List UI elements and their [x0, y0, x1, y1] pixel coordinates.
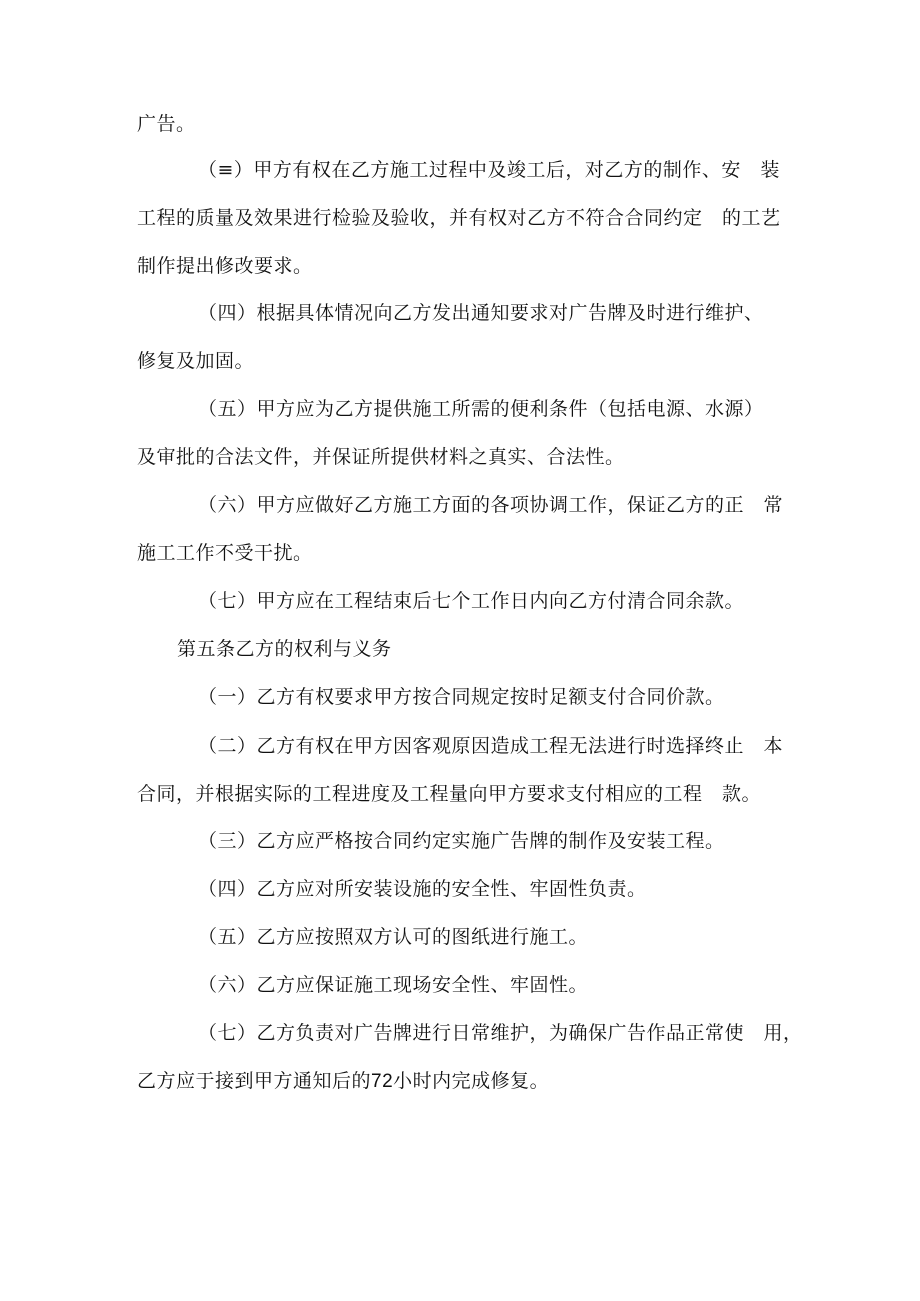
text-line: 制作提出修改要求。 [137, 255, 313, 277]
text-line: （七）甲方应在工程结束后七个工作日内向乙方付清合同余款。 [198, 590, 745, 612]
text-line: （四）乙方应对所安装设施的安全性、牢固性负责。 [198, 878, 647, 900]
text-segment: 乙方应于接到甲方通知后的 [137, 1070, 372, 1092]
text-line: （三）乙方应严格按合同约定实施广告牌的制作及安装工程。 [198, 830, 725, 852]
text-line: （一）乙方有权要求甲方按合同规定按时足额支付合同价款。 [198, 686, 725, 708]
text-line: （五）乙方应按照双方认可的图纸进行施工。 [198, 926, 589, 948]
text-line: 工程的质量及效果进行检验及验收，并有权对乙方不符合合同约定 的工艺 [137, 207, 781, 229]
text-line: （五）甲方应为乙方提供施工所需的便利条件（包括电源、水源） [198, 398, 764, 420]
text-line: （六）甲方应做好乙方施工方面的各项协调工作，保证乙方的正 常 [198, 494, 784, 516]
text-line-last [137, 1069, 549, 1094]
text-line: （≡）甲方有权在乙方施工过程中及竣工后，对乙方的制作、安 装 [198, 159, 780, 181]
text-line: （六）乙方应保证施工现场安全性、牢固性。 [198, 974, 589, 996]
text-segment: 小时内完成修复。 [393, 1070, 550, 1092]
text-line: 合同，并根据实际的工程进度及工程量向甲方要求支付相应的工程 款。 [137, 783, 762, 805]
text-line: 及审批的合法文件，并保证所提供材料之真实、合法性。 [137, 446, 625, 468]
section-heading: 第五条乙方的权利与义务 [177, 638, 392, 660]
text-line: 广告。 [137, 113, 196, 135]
hours-number: 72 [371, 1071, 394, 1092]
text-line: 修复及加固。 [137, 350, 255, 372]
text-line: 施工工作不受干扰。 [137, 542, 313, 564]
text-line: （四）根据具体情况向乙方发出通知要求对广告牌及时进行维护、 [198, 302, 764, 324]
text-line: （二）乙方有权在甲方因客观原因造成工程无法进行时选择终止 本 [198, 735, 784, 757]
text-line: （七）乙方负责对广告牌进行日常维护，为确保广告作品正常使 用， [198, 1022, 803, 1044]
